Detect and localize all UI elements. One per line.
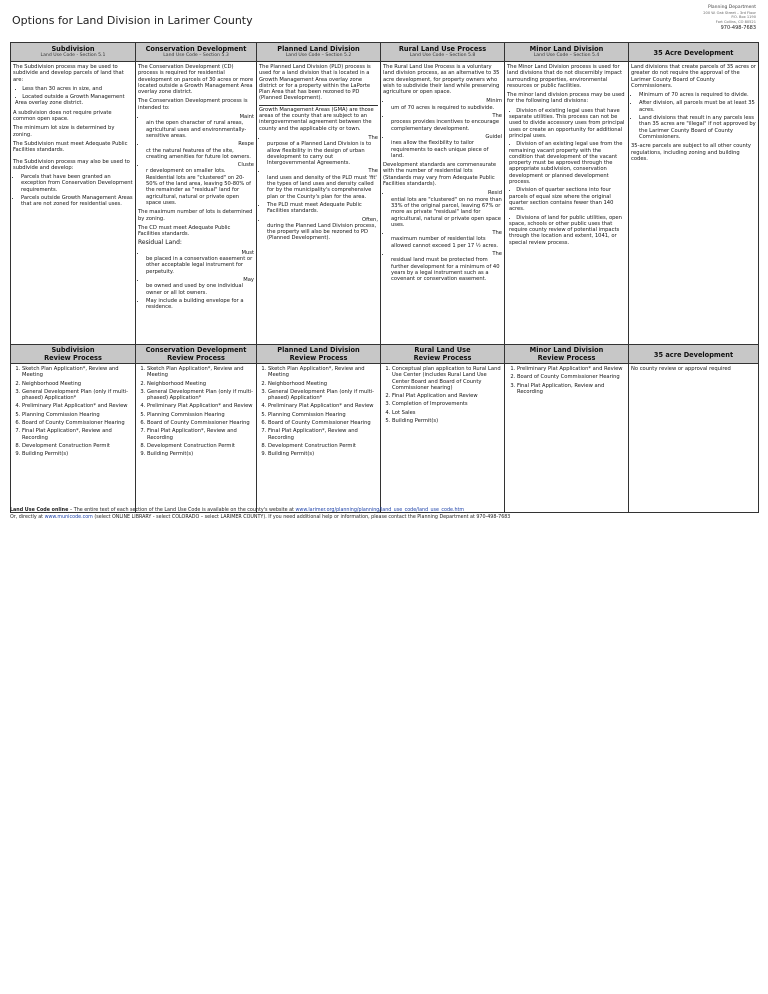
review-header-35-acre: 35 acre Development	[629, 344, 759, 363]
review-step: 7. Final Plat Application*, Review and Recording	[147, 428, 254, 441]
review-step: 6. Board of County Commissioner Hearing	[22, 420, 133, 426]
header-rural: Rural Land Use Process Land Use Code – Section 5.8	[381, 42, 505, 61]
footer-lead: Land Use Code online	[10, 508, 69, 513]
conservation-description: The Conservation Development (CD) process is required for residential development on parcels of 30 acres or more located outside a Growth Management Area overlay zone district. The Conservation Development process is intended to: • Maint ain the open character of rural areas, agricultural uses and environmentally-sensitive areas. • Respe ct the natural features of the site, creating amenities for future lot owners. • Cluste r development on smaller lots. Residential lots are "clustered" on 20-50% of the land area, leaving 50-80% of the remainder as "residual" land for agricultural, natural or private open space uses. The maximum number of lots is determined by zoning. The CD must meet Adequate Public Facilities standards. Residual Land: • Must be placed in a conservation easement or other acceptable legal instrument for perpetuity. • May be owned and used by one individual owner or all lot owners. • May include a building envelope for a residence.	[136, 61, 257, 344]
review-step: 2. Neighborhood Meeting	[147, 381, 254, 387]
address-city: Fort Collins, CO 80521	[715, 19, 756, 24]
review-step: 9. Building Permit(s)	[22, 451, 133, 457]
header-row	[11, 42, 759, 61]
rural-review-steps	[381, 363, 505, 513]
review-step: 5. Planning Commission Hearing	[268, 412, 378, 418]
land-division-table	[10, 42, 759, 513]
review-row	[11, 363, 759, 513]
subdivision-description: The Subdivision process may be used to subdivide and develop parcels of land that are: • Less than 30 acres in size, and • Located outside a Growth Management Area overlay zone district. A subdivision does not require private common open space. The minimum lot size is determined by zoning. The Subdivision must meet Adequate Public Facilities standards. The Subdivision process may also be used to subdivide and develop: • Parcels that have been granted an exception from Conservation Development requirements. • Parcels outside Growth Management Areas that are not zoned for residential uses.	[11, 61, 136, 344]
larimer-link[interactable]: www.larimer.org/planning/planning/land_use_code/land_use_code.htm	[295, 508, 465, 513]
review-step: 5. Planning Commission Hearing	[147, 412, 254, 418]
review-step: 4. Preliminary Plat Application* and Review	[268, 403, 378, 409]
footer-note	[10, 508, 758, 521]
review-step: 7. Final Plat Application*, Review and Recording	[22, 428, 133, 441]
footer-text: (select ONLINE LIBRARY - select COLORADO – select LARIMER COUNTY). If you need additional help or information, please contact the Planning Department at 970-498-7683	[92, 514, 511, 520]
review-step: 1. Sketch Plan Application*, Review and Meeting	[147, 366, 254, 379]
review-step: 9. Building Permit(s)	[147, 451, 254, 457]
address-line: P.O. Box 1190	[731, 15, 756, 20]
header-minor: Minor Land Division Land Use Code – Section 5.4	[505, 42, 629, 61]
review-step: 8. Development Construction Permit	[147, 443, 254, 449]
review-step: 1. Conceptual plan application to Rural Land Use Center (includes Rural Land Use Center Board and Board of County Commissioner hearing)	[392, 366, 502, 391]
header-35-acre: 35 Acre Development	[629, 42, 759, 61]
header-subdivision: Subdivision Land Use Code - Section 5.1	[11, 42, 136, 61]
footer-text: Or, directly at	[10, 514, 45, 520]
review-step: 2. Neighborhood Meeting	[22, 381, 133, 387]
conservation-review-steps	[136, 363, 257, 513]
review-header-planned: Planned Land Division Review Process	[257, 344, 381, 363]
minor-review-steps	[505, 363, 629, 513]
phone-number: 970-498-7683	[720, 25, 756, 32]
department-name: Planning Department	[707, 5, 756, 10]
review-step: 3. Completion of Improvements	[392, 401, 502, 407]
minor-description: The Minor Land Division process is used for land divisions that do not discernibly impact surrounding properties, environmental resources or public facilities. The minor land division process may be used for the following land divisions: • Division of existing legal uses that have separate utilities. This process can not be used to divide accessory uses from principal uses or create an opportunity for additional principal uses. • Division of an existing legal use from the remaining vacant property with the condition that development of the vacant property must be approved through the appropriate subdivision, conservation development or planned development process. • Division of quarter sections into four parcels of equal size where the original quarter section contains fewer than 140 acres. • Divisions of land for public utilities, open space, schools or other public uses that require county review of potential impacts through the location and extent, 1041, or special review process.	[505, 61, 629, 344]
header-planned: Planned Land Division Land Use Code – Section 5.2	[257, 42, 381, 61]
rural-description: The Rural Land Use Process is a voluntary land division process, as an alternative to 35 acre development, for property owners who wish to subdivide their land while preserving agriculture or open space. • Minim um of 70 acres is required to subdivide. • The process provides incentives to encourage complementary development. • Guidel ines allow the flexibility to tailor requirements to each unique piece of land. Development standards are commensurate with the number of residential lots (Standards may vary from Adequate Public Facilities standards). • Resid ential lots are "clustered" on no more than 33% of the original parcel, leaving 67% or more as private "residual" land for agricultural, natural or private open space uses. • The maximum number of residential lots allowed cannot exceed 1 per 17 ½ acres. • The residual land must be protected from further development for a minimum of 40 years by a legal instrument such as a covenant or conservation easement.	[381, 61, 505, 344]
review-header-minor: Minor Land Division Review Process	[505, 344, 629, 363]
review-step: 1. Sketch Plan Application*, Review and Meeting	[22, 366, 133, 379]
page-title: Options for Land Division in Larimer County	[12, 14, 253, 27]
review-header-subdivision: Subdivision Review Process	[11, 344, 136, 363]
review-step: 2. Board of County Commissioner Hearing	[517, 374, 626, 380]
review-step: 4. Preliminary Plat Application* and Review	[22, 403, 133, 409]
header-conservation: Conservation Development Land Use Code – Section 5.3	[136, 42, 257, 61]
contact-block	[703, 6, 756, 31]
acre35-review-note: No county review or approval required	[629, 363, 759, 513]
review-step: 1. Sketch Plan Application*, Review and Meeting	[268, 366, 378, 379]
subdivision-review-steps	[11, 363, 136, 513]
review-step: 2. Neighborhood Meeting	[268, 381, 378, 387]
footer-text: – The entire text of each section of the Land Use Code is available on the county's website at	[68, 508, 296, 513]
review-step: 1. Preliminary Plat Application* and Review	[517, 366, 626, 372]
review-header-rural: Rural Land Use Review Process	[381, 344, 505, 363]
review-step: 7. Final Plat Application*, Review and Recording	[268, 428, 378, 441]
review-header-row	[11, 344, 759, 363]
review-step: 9. Building Permit(s)	[268, 451, 378, 457]
review-step: 4. Preliminary Plat Application* and Review	[147, 403, 254, 409]
review-step: 6. Board of County Commissioner Hearing	[147, 420, 254, 426]
review-step: 2. Final Plat Application and Review	[392, 393, 502, 399]
review-step: 5. Building Permit(s)	[392, 418, 502, 424]
review-header-conservation: Conservation Development Review Process	[136, 344, 257, 363]
review-step: 3. General Development Plan (only if multi-phased) Application*	[268, 389, 378, 402]
description-row	[11, 61, 759, 344]
review-step: 8. Development Construction Permit	[268, 443, 378, 449]
review-step: 4. Lot Sales	[392, 410, 502, 416]
review-step: 8. Development Construction Permit	[22, 443, 133, 449]
review-step: 5. Planning Commission Hearing	[22, 412, 133, 418]
planned-description: The Planned Land Division (PLD) process is used for a land division that is located in a Growth Management Area overlay zone district or for a property within the LaPorte Plan Area that has been rezoned to PD (Planned Development). Growth Management Areas (GMA) are those areas of the county that are subject to an intergovernmental agreement between the county and the applicable city or town. • The purpose of a Planned Land Division is to allow flexibility in the design of urban development to carry out Intergovernmental Agreements. • The land uses and density of the PLD must 'fit' the types of land uses and density called for by the municipality's comprehensive plan or the County's plan for the area. • The PLD must meet Adequate Public Facilities standards. • Often, during the Planned Land Division process, the property will also be rezoned to PD (Planned Development).	[257, 61, 381, 344]
review-step: 3. General Development Plan (only if multi-phased) Application*	[147, 389, 254, 402]
review-step: 6. Board of County Commissioner Hearing	[268, 420, 378, 426]
municode-link[interactable]: www.municode.com	[44, 514, 93, 520]
address-line: 200 W. Oak Street – 3rd Floor	[703, 10, 756, 15]
acre35-description: Land divisions that create parcels of 35 acres or greater do not require the approval of the Larimer County Board of County Commissioners. • Minimum of 70 acres is required to divide. • After division, all parcels must be at least 35 acres. • Land divisions that result in any parcels less than 35 acres are "illegal" if not approved by the Larimer County Board of County Commissioners. 35-acre parcels are subject to all other county regulations, including zoning and building codes.	[629, 61, 759, 344]
review-step: 3. General Development Plan (only if multi-phased) Application*	[22, 389, 133, 402]
planned-review-steps	[257, 363, 381, 513]
review-step: 3. Final Plat Application, Review and Recording	[517, 383, 626, 396]
